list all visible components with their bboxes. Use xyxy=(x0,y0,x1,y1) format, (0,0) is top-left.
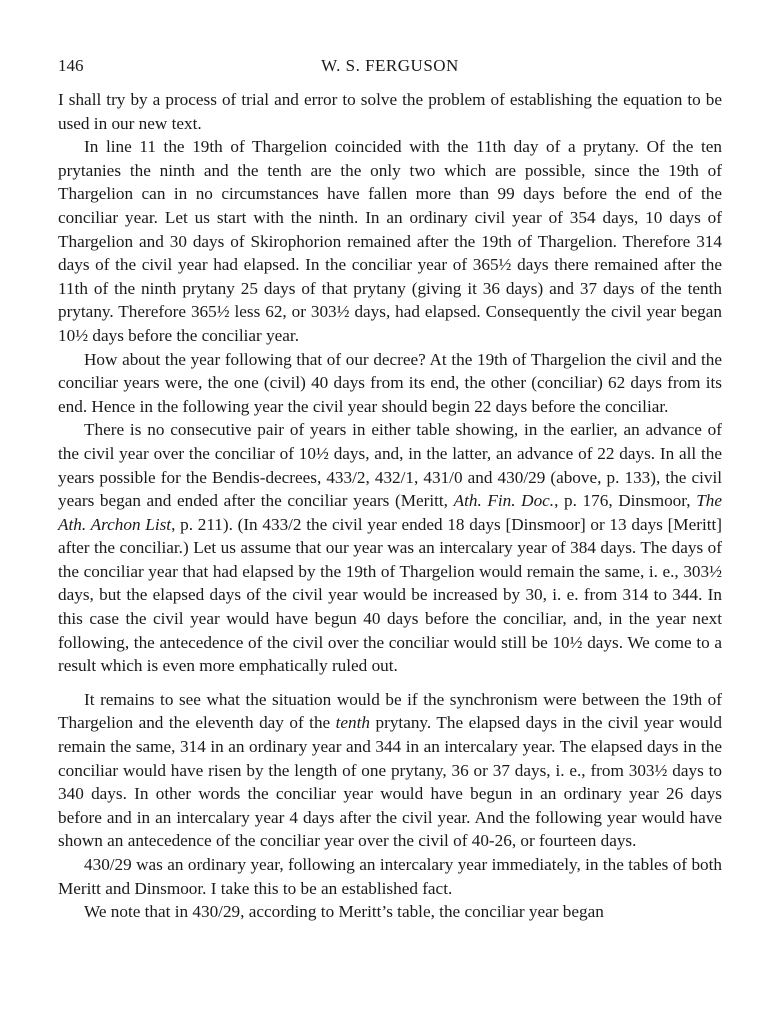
document-page xyxy=(58,54,722,924)
paragraph-5-text-b: prytany. The elapsed days in the civil year would remain the same, 314 in an ordinary year and 344 in an intercalary year. The elapsed days in the conciliar would have risen by the length of one prytany, 36 or 37 days, i. e., from 303½ days to 340 days. In other words the conciliar year would have begun in an ordinary year 26 days before and in an intercalary year 4 days after the civil year. And the following year would have shown an antecedence of the conciliar year over the civil of 40-26, or fourteen days. xyxy=(58,713,722,851)
paragraph-5-text-a: It remains to see what the situation would be if the synchronism were between the 19th of Thargelion and the eleventh day of the xyxy=(58,689,722,733)
paragraph-7: We note that in 430/29, according to Meritt’s table, the conciliar year began xyxy=(84,902,604,922)
emphasis-tenth: tenth xyxy=(335,713,371,733)
paragraph-6: 430/29 was an ordinary year, following an intercalary year immediately, in the tables of both Meritt and Dinsmoor. I take this to be an established fact. xyxy=(58,855,722,898)
citation-ath-fin-doc: Ath. Fin. Doc. xyxy=(453,491,555,511)
paragraph-4-text-c: , p. 211). (In 433/2 the civil year ended 18 days [Dinsmoor] or 13 days [Meritt] after the conciliar.) Let us assume that our year was an intercalary year of 384 days. The days of the conciliar year that had elapsed by the 19th of Thargelion would remain the same, i. e., 303½ days, but the elapsed days of the civil year would be increased by 30, i. e. from 314 to 344. In this case the civil year would have begun 40 days before the conciliar, and, in the year next following, the antecedence of the civil over the conciliar would still be 10½ days. We come to a result which is even more emphatically ruled out. xyxy=(58,514,722,676)
paragraph-1: I shall try by a process of trial and error to solve the problem of establishing the equation to be used in our new text. xyxy=(58,90,722,133)
page-number: 146 xyxy=(58,56,84,75)
paragraph-5 xyxy=(58,688,722,853)
paragraph-4-text-a: There is no consecutive pair of years in either table showing, in the earlier, an advance of the civil year over the conciliar of 10½ days, and, in the latter, an advance of 22 days. In all the years possible for the Bendis-decrees, 433/2, 432/1, 431/0 and 430/29 (above, p. 133), the civil years began and ended after the conciliar years (Meritt, xyxy=(58,420,722,511)
paragraph-3: How about the year following that of our decree? At the 19th of Thargelion the civil and the conciliar years were, the one (civil) 40 days from its end, the other (conciliar) 62 days from its end. Hence in the following year the civil year should begin 22 days before the conciliar. xyxy=(58,349,722,416)
paragraph-4 xyxy=(58,418,722,678)
paragraph-4-text-b: , p. 176, Dinsmoor, xyxy=(554,491,697,511)
paragraph-2: In line 11 the 19th of Thargelion coincided with the 11th day of a prytany. Of the ten prytanies the ninth and the tenth are the only two which are possible, since the 19th of Thargelion can in no circumstances have fallen more than 99 days before the end of the conciliar year. Let us start with the ninth. In an ordinary civil year of 354 days, 10 days of Thargelion and 30 days of Skirophorion remained after the 19th of Thargelion. Therefore 314 days of the civil year had elapsed. In the conciliar year of 365½ days there remained after the 11th of the ninth prytany 25 days of that prytany (giving it 36 days) and 37 days of the tenth prytany. Therefore 365½ less 62, or 303½ days, had elapsed. Consequently the civil year began 10½ days before the conciliar year. xyxy=(58,137,722,345)
citation-ath-archon-list: The Ath. Archon List xyxy=(58,491,722,534)
running-head: W. S. FERGUSON xyxy=(321,56,459,75)
page-header xyxy=(58,54,722,82)
